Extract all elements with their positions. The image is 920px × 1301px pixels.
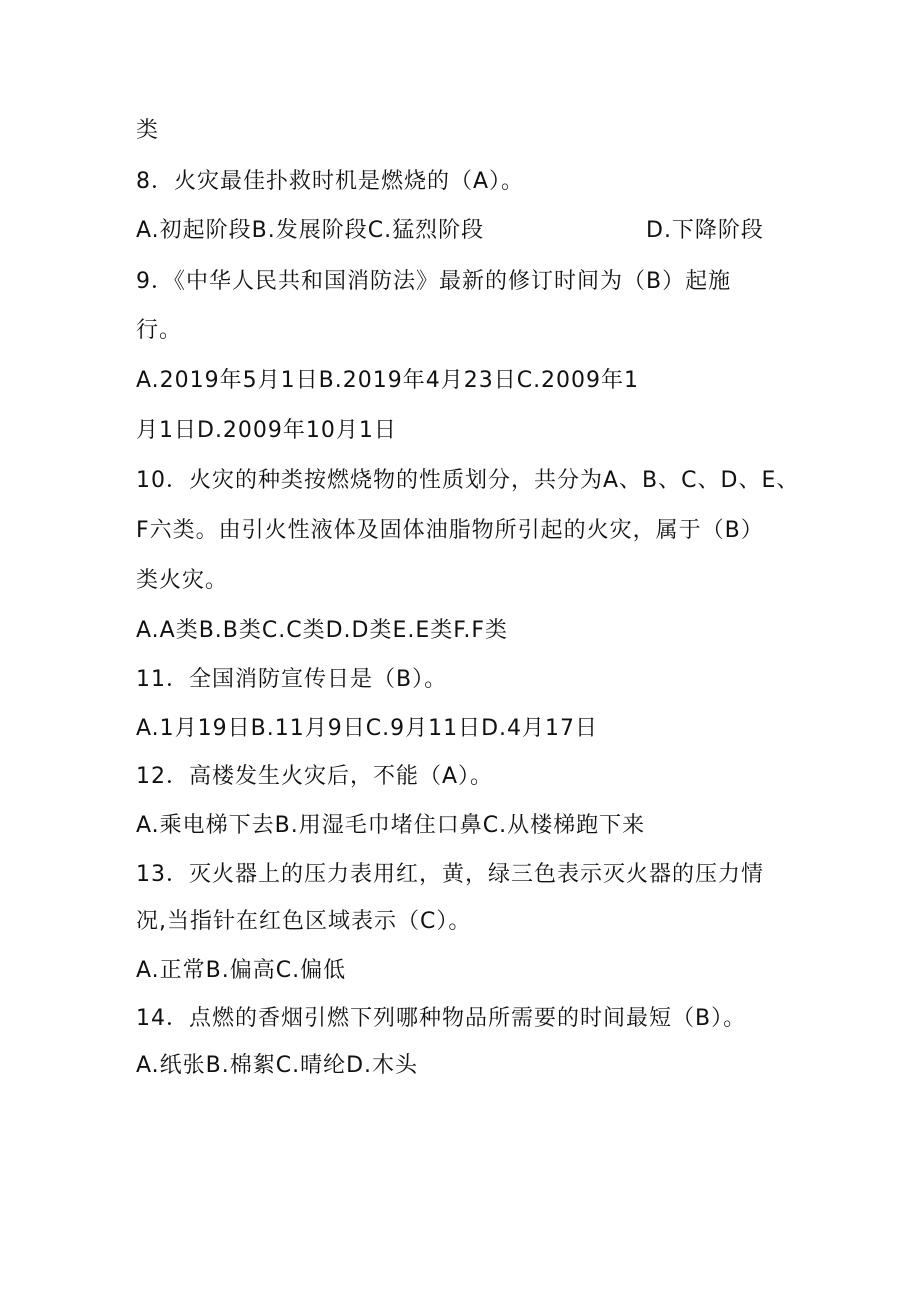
- question-8: 8．火灾最佳扑救时机是燃烧的（A）。: [136, 169, 525, 194]
- question-10-line-1: 10．火灾的种类按燃烧物的性质划分，共分为A、B、C、D、E、: [136, 468, 800, 493]
- question-9-line-1: 9．《中华人民共和国消防法》最新的修订时间为（B）起施: [136, 269, 732, 294]
- question-13-line-2: 况,当指针在红色区域表示（C）。: [136, 909, 472, 934]
- question-9-options-line-2: 月1日D.2009年10月1日: [136, 418, 397, 443]
- question-13-line-1: 13．灭火器上的压力表用红，黄，绿三色表示灭火器的压力情: [136, 862, 764, 887]
- question-12-options: A.乘电梯下去B.用湿毛巾堵住口鼻C.从楼梯跑下来: [136, 813, 646, 838]
- question-14: 14．点燃的香烟引燃下列哪种物品所需要的时间最短（B）。: [136, 1006, 747, 1031]
- question-11-options: A.1月19日B.11月9日C.9月11日D.4月17日: [136, 716, 598, 741]
- question-10-options: A.A类B.B类C.C类D.D类E.E类F.F类: [136, 618, 509, 643]
- question-9-line-2: 行。: [136, 318, 183, 343]
- question-10-line-3: 类火灾。: [136, 568, 229, 593]
- question-8-options: A.初起阶段B.发展阶段C.猛烈阶段: [136, 218, 485, 243]
- question-11: 11．全国消防宣传日是（B）。: [136, 667, 448, 692]
- question-8-option-d: D.下降阶段: [646, 218, 764, 243]
- question-14-options: A.纸张B.棉絮C.晴纶D.木头: [136, 1053, 419, 1078]
- question-13-options: A.正常B.偏高C.偏低: [136, 958, 347, 983]
- question-10-line-2: F六类。由引火性液体及固体油脂物所引起的火灾，属于（B）: [136, 518, 764, 543]
- continuation-text: 类: [136, 118, 160, 143]
- question-9-options-line-1: A.2019年5月1日B.2019年4月23日C.2009年1: [136, 368, 640, 393]
- question-12: 12．高楼发生火灾后，不能（A）。: [136, 764, 494, 789]
